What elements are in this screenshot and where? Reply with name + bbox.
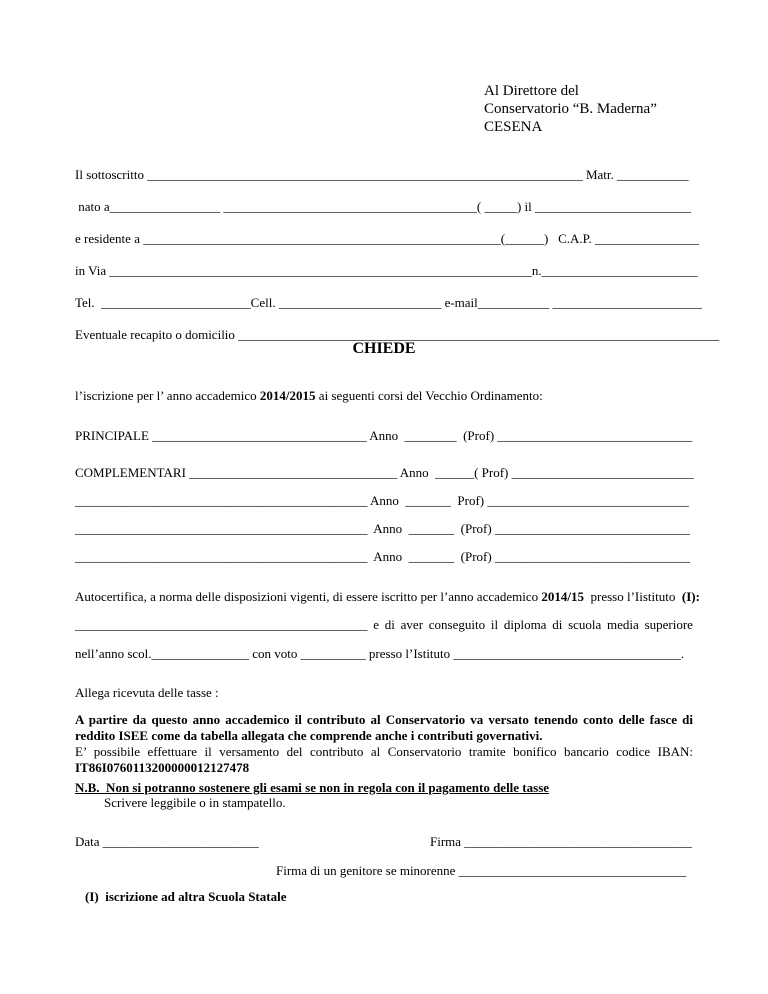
- autocert-line-1: [75, 589, 700, 605]
- request-pre: l’iscrizione per l’ anno accademico: [75, 388, 260, 403]
- autocert-mid: presso l’Iistituto: [584, 589, 682, 604]
- course-row-3[interactable]: _____________________________________________ Anno _______ (Prof) ______________________________: [75, 549, 690, 564]
- page-title: CHIEDE: [352, 340, 416, 357]
- nb-text: N.B. Non si potranno sostenere gli esami se non in regola con il pagamento delle tasse: [75, 780, 550, 795]
- notice-iban-line: E’ possibile effettuare il versamento del contributo al Conservatorio tramite bonifico bancario codice IBAN:: [75, 744, 693, 759]
- signature-firma[interactable]: Firma ___________________________________: [430, 834, 692, 849]
- course-row-1[interactable]: _____________________________________________ Anno _______ Prof) _______________________________: [75, 493, 689, 508]
- allega-text: Allega ricevuta delle tasse :: [75, 685, 219, 700]
- addressee-block: [484, 82, 657, 136]
- request-year: 2014/2015: [259, 388, 316, 403]
- word: di: [552, 617, 563, 632]
- word: di: [384, 617, 395, 632]
- signature-genitore[interactable]: Firma di un genitore se minorenne ___________________________________: [276, 863, 687, 878]
- nb-sub: Scrivere leggibile o in stampatello.: [104, 795, 286, 810]
- word: e: [373, 617, 380, 632]
- notice-block: [75, 712, 693, 776]
- addressee-line-2: Conservatorio “B. Maderna”: [484, 101, 657, 117]
- notice-iban: IT86I0760113200000012127478: [75, 760, 250, 775]
- field-via[interactable]: in Via _________________________________________________________________n.________________________: [75, 263, 698, 278]
- word: superiore: [644, 617, 693, 632]
- signature-data[interactable]: Data ________________________: [75, 834, 259, 849]
- footnote: (I) iscrizione ad altra Scuola Statale: [85, 889, 287, 904]
- course-complementari[interactable]: COMPLEMENTARI ________________________________ Anno ______( Prof) ____________________________: [75, 465, 694, 480]
- autocert-line-3[interactable]: nell’anno scol._______________ con voto __________ presso l’Istituto ___________________________________.: [75, 646, 685, 661]
- course-principale[interactable]: PRINCIPALE _________________________________ Anno ________ (Prof) ______________________________: [75, 428, 693, 443]
- word: scuola: [568, 617, 602, 632]
- addressee-line-3: CESENA: [484, 119, 543, 135]
- field-tel[interactable]: Tel. _______________________Cell. _________________________ e-mail___________ _______________________: [75, 295, 703, 310]
- notice-bold-2: reddito ISEE come da tabella allegata che comprende anche i contributi governativi.: [75, 728, 543, 743]
- word: media: [607, 617, 639, 632]
- autocert-istituto-blank[interactable]: _____________________________________________: [75, 617, 368, 632]
- field-residente[interactable]: e residente a _______________________________________________________(______) C.A.P. ________________: [75, 231, 699, 246]
- field-recapito[interactable]: Eventuale recapito o domicilio __________________________________________________________________________: [75, 327, 720, 342]
- word: diploma: [503, 617, 547, 632]
- request-post: ai seguenti corsi del Vecchio Ordinamento:: [315, 388, 543, 403]
- autocert-pre: Autocertifica, a norma delle disposizioni vigenti, di essere iscritto per l’anno accademico: [75, 589, 542, 604]
- field-sottoscritto[interactable]: Il sottoscritto ___________________________________________________________________ Matr. ___________: [75, 167, 689, 182]
- word: il: [490, 617, 499, 632]
- autocert-ref: (I):: [681, 589, 700, 604]
- word: aver: [400, 617, 424, 632]
- field-nato[interactable]: nato a_________________ _______________________________________( _____) il ________________________: [75, 199, 692, 214]
- notice-bold-1: A partire da questo anno accademico il contributo al Conservatorio va versato tenendo conto delle fasce di: [75, 712, 693, 727]
- word: conseguito: [428, 617, 486, 632]
- autocert-line-2[interactable]: [75, 617, 693, 633]
- course-row-2[interactable]: _____________________________________________ Anno _______ (Prof) ______________________________: [75, 521, 690, 536]
- addressee-line-1: Al Direttore del: [484, 83, 579, 99]
- request-line: [75, 388, 543, 404]
- autocert-year: 2014/15: [541, 589, 585, 604]
